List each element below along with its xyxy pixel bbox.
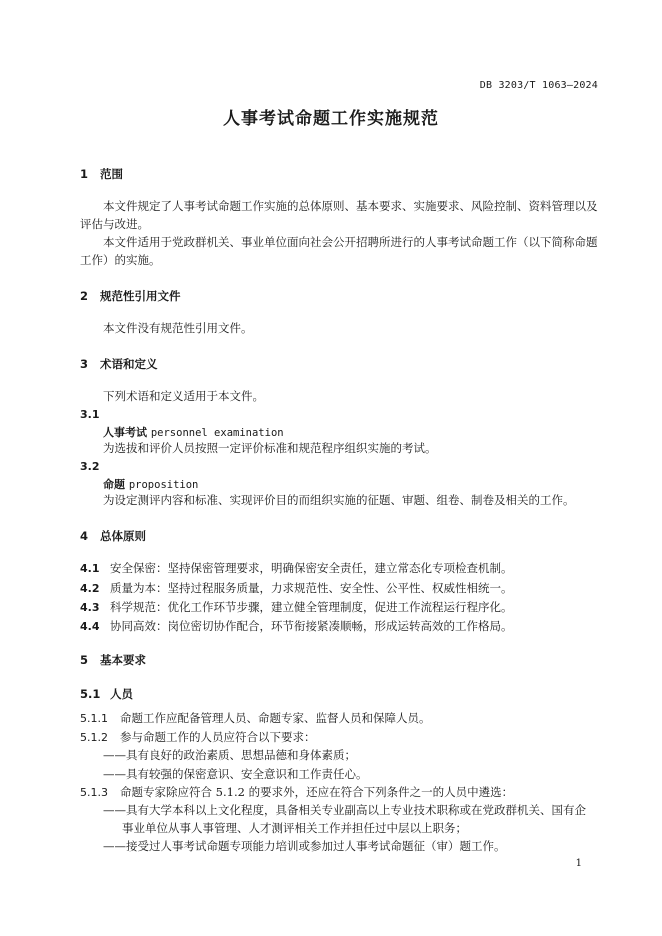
term-definition: 为选拔和评价人员按照一定评价标准和规范程序组织实施的考试。	[103, 441, 437, 455]
section-title: 规范性引用文件	[100, 289, 181, 303]
section-title: 术语和定义	[100, 357, 158, 371]
term-number: 3.2	[80, 460, 100, 473]
paragraph-continuation: 工作）的实施。	[80, 253, 161, 267]
dash-list-item: ——具有良好的政治素质、思想品德和身体素质；	[103, 748, 356, 762]
subsection-number: 5.1	[80, 687, 101, 701]
item-text: 协同高效：岗位密切协作配合，环节衔接紧凑顺畅，形成运转高效的工作格局。	[110, 619, 513, 633]
principle-item	[80, 597, 513, 618]
dash-list-item: ——具有较强的保密意识、安全意识和工作责任心。	[103, 767, 368, 781]
section-1-heading	[80, 166, 123, 182]
section-title: 基本要求	[100, 653, 146, 667]
term-english: personnel examination	[150, 427, 284, 439]
subsection-title: 人员	[110, 687, 133, 701]
document-title: 人事考试命题工作实施规范	[223, 109, 439, 129]
term-definition: 为设定测评内容和标准、实现评价目的而组织实施的征题、审题、组卷、制卷及相关的工作。	[103, 493, 575, 507]
paragraph: 本文件没有规范性引用文件。	[103, 321, 253, 335]
item-number: 4.3	[80, 601, 100, 614]
subsection-heading	[80, 686, 133, 702]
principle-item	[80, 578, 513, 599]
clause-text: 命题专家除应符合 5.1.2 的要求外，还应在符合下列条件之一的人员中遴选：	[120, 785, 514, 799]
term-chinese: 命题	[103, 478, 125, 491]
term-english: proposition	[128, 479, 199, 491]
clause	[80, 708, 431, 729]
paragraph: 本文件规定了人事考试命题工作实施的总体原则、基本要求、实施要求、风险控制、资料管理以及	[103, 199, 598, 213]
item-number: 4.2	[80, 582, 100, 595]
dash-list-item: ——接受过人事考试命题专项能力培训或参加过人事考试命题征（审）题工作。	[103, 839, 506, 853]
item-number: 4.1	[80, 562, 100, 575]
section-number: 4	[80, 529, 89, 543]
dash-list-item-continuation: 事业单位从事人事管理、人才测评相关工作并担任过中层以上职务；	[122, 821, 467, 835]
clause-number: 5.1.3	[80, 786, 108, 799]
clause-text: 参与命题工作的人员应符合以下要求：	[120, 730, 316, 744]
term-number: 3.1	[80, 408, 100, 421]
item-text: 质量为本：坚持过程服务质量，力求规范性、安全性、公平性、权威性相统一。	[110, 581, 513, 595]
clause-number: 5.1.1	[80, 712, 108, 725]
section-title: 范围	[100, 167, 123, 181]
paragraph: 本文件适用于党政群机关、事业单位面向社会公开招聘所进行的人事考试命题工作（以下简称命题	[103, 235, 598, 249]
section-5-heading	[80, 652, 146, 668]
clause-text: 命题工作应配备管理人员、命题专家、监督人员和保障人员。	[120, 711, 431, 725]
section-3-heading	[80, 356, 158, 372]
item-number: 4.4	[80, 620, 100, 633]
section-title: 总体原则	[100, 529, 146, 543]
section-number: 5	[80, 653, 89, 667]
dash-list-item: ——具有大学本科以上文化程度，具备相关专业副高以上专业技术职称或在党政群机关、国有企	[103, 803, 586, 817]
item-text: 安全保密：坚持保密管理要求，明确保密安全责任，建立常态化专项检查机制。	[110, 561, 513, 575]
principle-item	[80, 558, 513, 579]
paragraph: 下列术语和定义适用于本文件。	[103, 389, 264, 403]
paragraph-continuation: 评估与改进。	[80, 217, 149, 231]
principle-item	[80, 616, 513, 637]
section-number: 3	[80, 357, 89, 371]
page-number: 1	[575, 858, 582, 869]
term-chinese: 人事考试	[103, 426, 147, 439]
item-text: 科学规范：优化工作环节步骤，建立健全管理制度，促进工作流程运行程序化。	[110, 600, 513, 614]
section-2-heading	[80, 288, 181, 304]
section-number: 1	[80, 167, 89, 181]
section-4-heading	[80, 528, 146, 544]
clause-number: 5.1.2	[80, 731, 108, 744]
document-code: DB 3203/T 1063—2024	[479, 80, 598, 91]
section-number: 2	[80, 289, 89, 303]
